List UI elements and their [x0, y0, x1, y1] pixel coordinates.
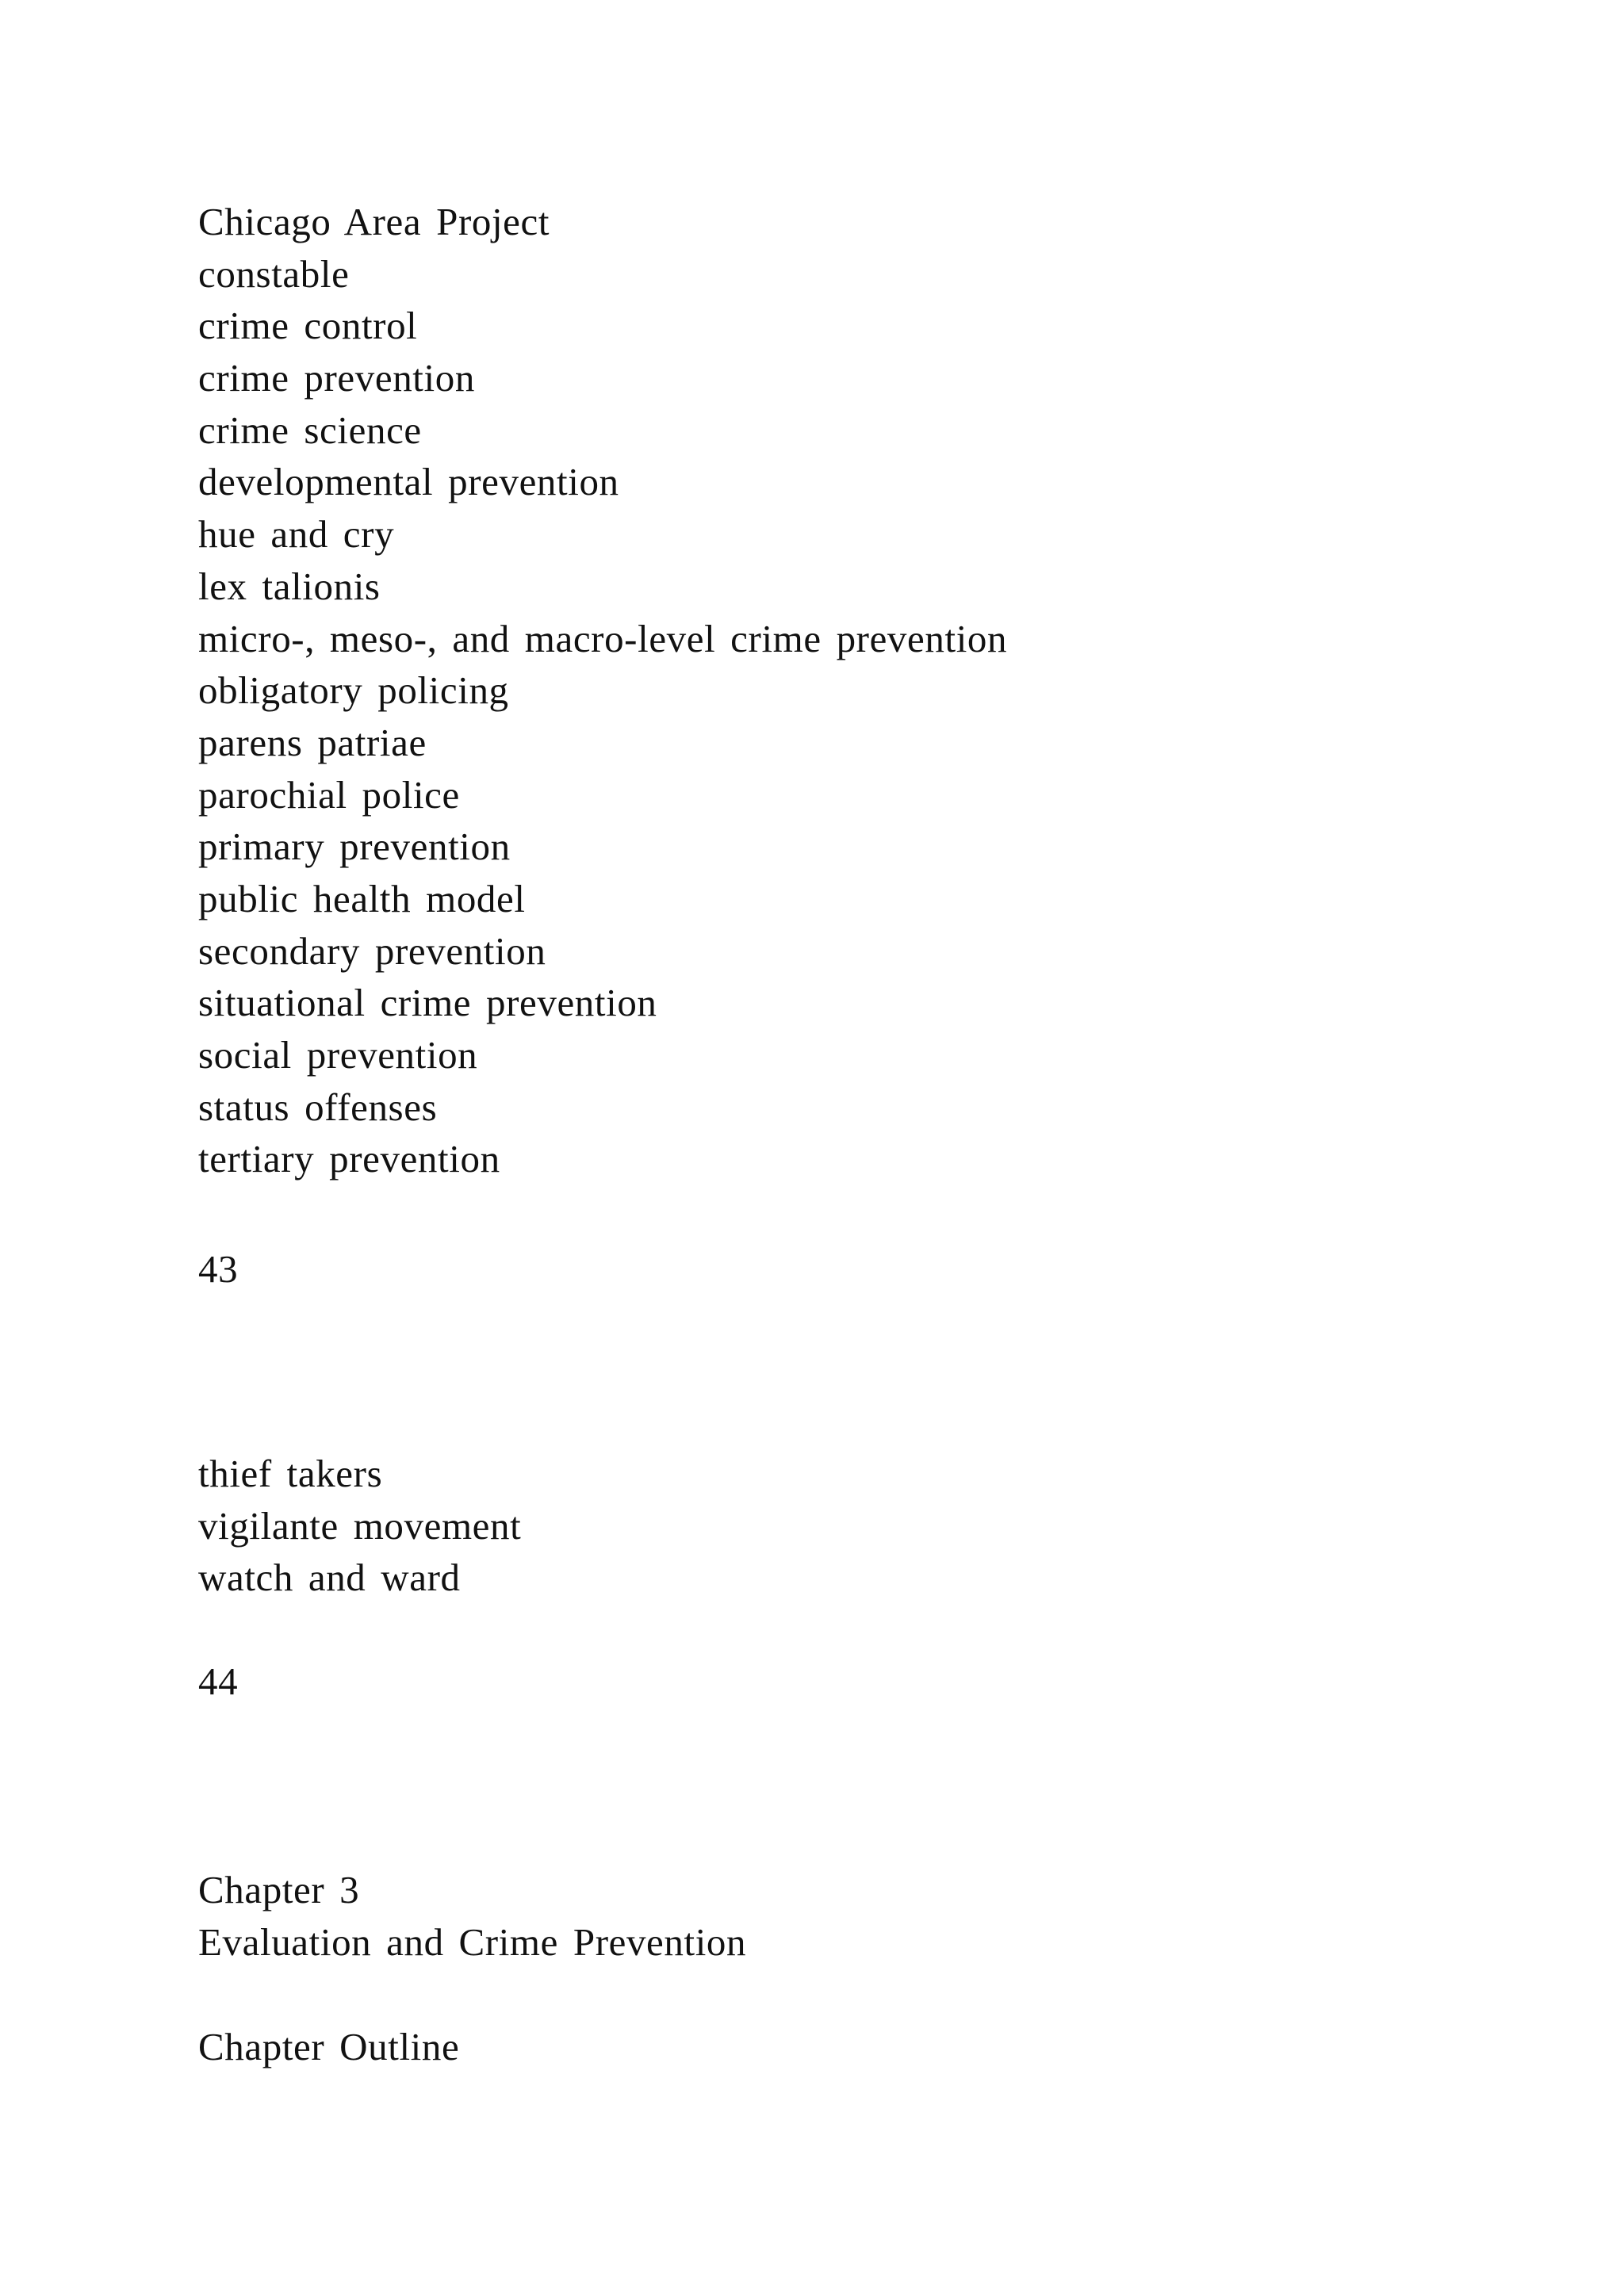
key-term: crime control [198, 304, 418, 348]
chapter-heading [198, 1864, 746, 1968]
key-term: secondary prevention [198, 928, 546, 973]
key-term: constable [198, 251, 350, 296]
key-term: social prevention [198, 1033, 478, 1077]
key-term: hue and cry [198, 512, 395, 557]
key-term: parochial police [198, 772, 460, 817]
key-term: public health model [198, 876, 526, 920]
key-term: obligatory policing [198, 668, 509, 713]
key-term: developmental prevention [198, 460, 619, 504]
key-term: vigilante movement [198, 1503, 522, 1548]
key-term: status offenses [198, 1085, 438, 1129]
key-term: situational crime prevention [198, 981, 657, 1025]
page-number: 43 [198, 1247, 239, 1291]
key-term: micro-, meso-, and macro-level crime prevention [198, 616, 1008, 660]
page-number: 44 [198, 1659, 239, 1703]
key-term: crime science [198, 408, 422, 452]
key-term: tertiary prevention [198, 1137, 500, 1181]
chapter-label: Chapter 3 [198, 1868, 360, 1911]
chapter-title: Evaluation and Crime Prevention [198, 1919, 747, 1964]
key-term: watch and ward [198, 1556, 461, 1600]
chapter-outline-heading: Chapter Outline [198, 2025, 460, 2068]
key-term: crime prevention [198, 356, 475, 400]
key-terms-list [198, 196, 1007, 1185]
key-terms-list-continued [198, 1448, 521, 1604]
key-term: parens patriae [198, 720, 427, 764]
key-term: lex talionis [198, 564, 381, 608]
key-term: thief takers [198, 1452, 383, 1495]
key-term: Chicago Area Project [198, 200, 550, 243]
key-term: primary prevention [198, 825, 511, 869]
